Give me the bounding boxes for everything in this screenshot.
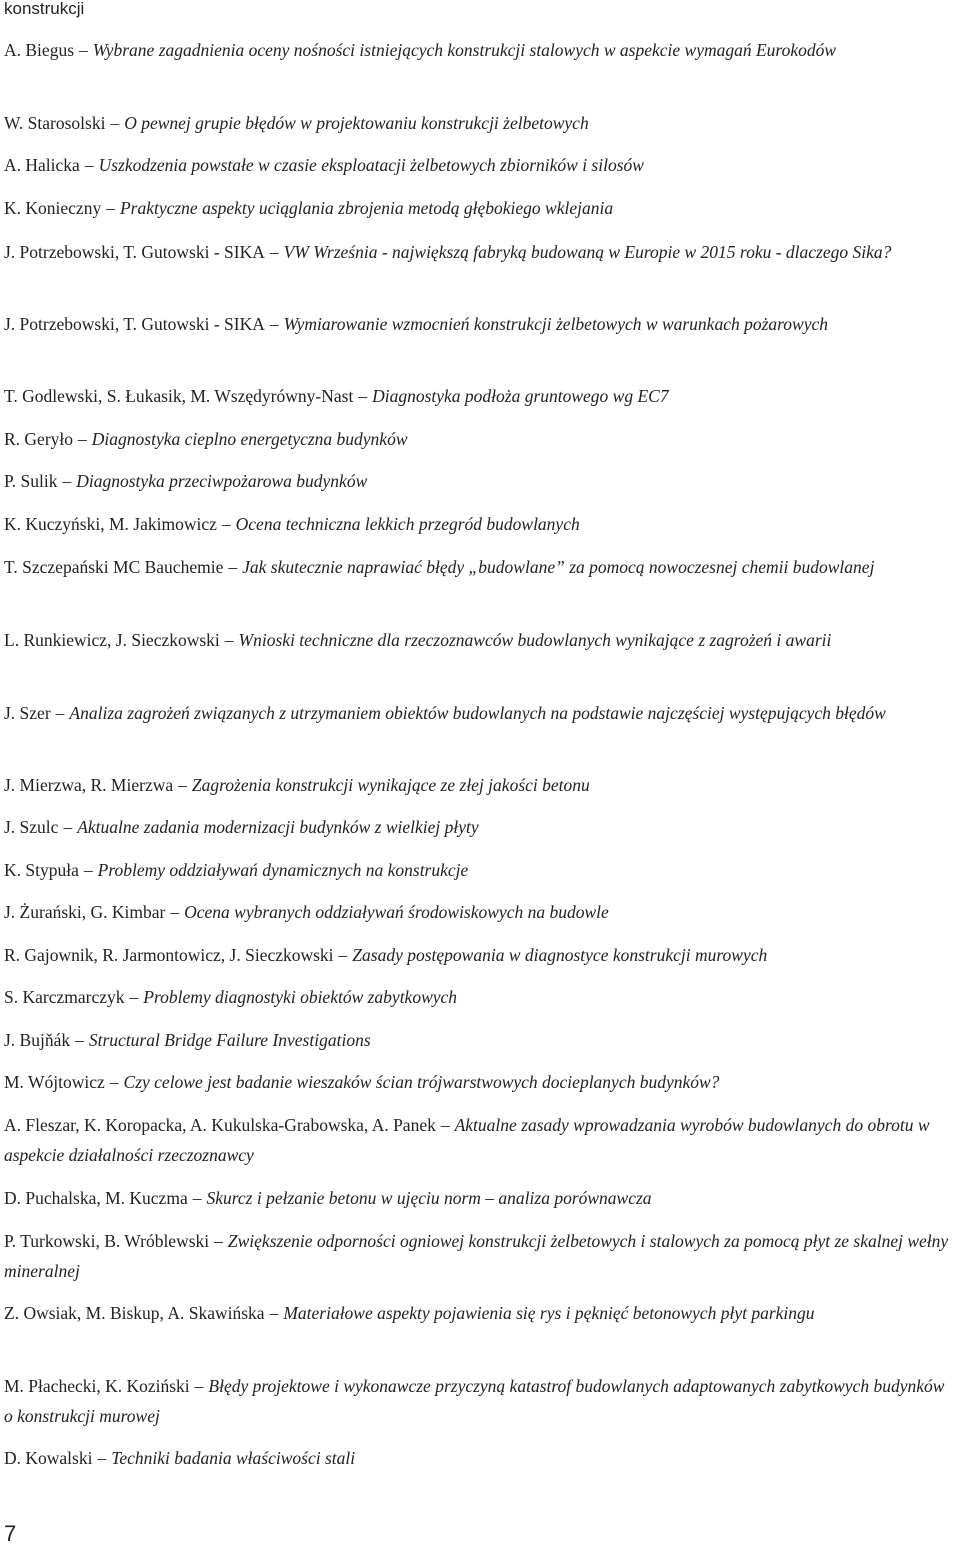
entry-separator: – xyxy=(79,40,88,60)
entry-title: Skurcz i pełzanie betonu w ujęciu norm – analiza porównawcza xyxy=(206,1188,652,1208)
entry-separator: – xyxy=(228,557,238,577)
list-item xyxy=(4,982,956,1012)
continued-heading: konstrukcji xyxy=(4,0,85,18)
entry-authors: P. Turkowski, B. Wróblewski xyxy=(4,1231,210,1251)
entry-title: Aktualne zasady wprowadzania wyrobów budowlanych do obrotu w aspekcie działalności rzeczoznawcy xyxy=(4,1115,930,1165)
entry-title: Diagnostyka podłoża gruntowego wg EC7 xyxy=(372,386,669,406)
entry-authors: Z. Owsiak, M. Biskup, A. Skawińska xyxy=(4,1303,265,1323)
list-item xyxy=(4,193,956,223)
list-item xyxy=(4,381,956,411)
list-item xyxy=(4,237,956,267)
list-item xyxy=(4,509,956,539)
entry-title: Problemy diagnostyki obiektów zabytkowych xyxy=(143,987,458,1007)
list-item xyxy=(4,940,956,970)
entry-authors: J. Szer xyxy=(4,703,51,723)
entry-separator: – xyxy=(192,1188,202,1208)
entry-authors: J. Mierzwa, R. Mierzwa xyxy=(4,775,174,795)
entry-separator: – xyxy=(178,775,187,795)
list-item xyxy=(4,552,956,582)
entry-authors: A. Fleszar, K. Koropacka, A. Kukulska-Grabowska, A. Panek xyxy=(4,1115,436,1135)
entry-title: Diagnostyka cieplno energetyczna budynków xyxy=(91,429,408,449)
list-item xyxy=(4,1067,956,1097)
list-item xyxy=(4,108,956,138)
entry-title: Praktyczne aspekty uciąglania zbrojenia metodą głębokiego wklejania xyxy=(119,198,614,218)
entry-separator: – xyxy=(129,987,139,1007)
entry-separator: – xyxy=(55,703,65,723)
entry-title: Problemy oddziaływań dynamicznych na konstrukcje xyxy=(97,860,469,880)
entry-separator: – xyxy=(78,429,87,449)
list-item xyxy=(4,1443,956,1473)
list-item xyxy=(4,1183,956,1213)
page-number: 7 xyxy=(4,1521,17,1546)
entry-authors: A. Biegus xyxy=(4,40,74,60)
entry-title: Wnioski techniczne dla rzeczoznawców budowlanych wynikające z zagrożeń i awarii xyxy=(238,630,832,650)
list-item xyxy=(4,150,956,180)
entry-authors: M. Płachecki, K. Koziński xyxy=(4,1376,190,1396)
entry-title: Wymiarowanie wzmocnień konstrukcji żelbetowych w warunkach pożarowych xyxy=(283,314,829,334)
entry-authors: D. Kowalski xyxy=(4,1448,93,1468)
list-item xyxy=(4,770,956,800)
list-item xyxy=(4,855,956,885)
entry-separator: – xyxy=(110,113,120,133)
entry-separator: – xyxy=(83,860,93,880)
entry-title: O pewnej grupie błędów w projektowaniu konstrukcji żelbetowych xyxy=(124,113,589,133)
entry-title: Structural Bridge Failure Investigations xyxy=(88,1030,371,1050)
entry-authors: S. Karczmarczyk xyxy=(4,987,125,1007)
entry-title: Materiałowe aspekty pojawienia się rys i pęknięć betonowych płyt parkingu xyxy=(283,1303,815,1323)
entry-title: Czy celowe jest badanie wieszaków ścian trójwarstwowych docieplanych budynków? xyxy=(123,1072,720,1092)
entry-separator: – xyxy=(269,1303,279,1323)
entry-separator: – xyxy=(221,514,231,534)
list-item xyxy=(4,1226,956,1286)
entry-title: Zasady postępowania w diagnostyce konstrukcji murowych xyxy=(352,945,768,965)
entry-separator: – xyxy=(75,1030,84,1050)
entry-separator: – xyxy=(63,817,73,837)
entry-authors: L. Runkiewicz, J. Sieczkowski xyxy=(4,630,220,650)
entry-separator: – xyxy=(358,386,368,406)
entry-separator: – xyxy=(109,1072,119,1092)
list-item xyxy=(4,1025,956,1055)
entry-separator: – xyxy=(194,1376,204,1396)
entry-title: Aktualne zadania modernizacji budynków z wielkiej płyty xyxy=(77,817,479,837)
entry-separator: – xyxy=(224,630,234,650)
entry-separator: – xyxy=(170,902,180,922)
entry-title: Zagrożenia konstrukcji wynikające ze złej jakości betonu xyxy=(191,775,590,795)
entry-authors: A. Halicka xyxy=(4,155,80,175)
entry-title: Analiza zagrożeń związanych z utrzymaniem obiektów budowlanych na podstawie najczęściej występujących błędów xyxy=(69,703,886,723)
list-item xyxy=(4,35,956,65)
entry-title: VW Września - największą fabryką budowaną w Europie w 2015 roku - dlaczego Sika? xyxy=(283,242,892,262)
entry-authors: K. Stypuła xyxy=(4,860,79,880)
entry-separator: – xyxy=(269,314,279,334)
list-item xyxy=(4,466,956,496)
entry-separator: – xyxy=(62,471,72,491)
entry-authors: K. Konieczny xyxy=(4,198,102,218)
entry-authors: K. Kuczyński, M. Jakimowicz xyxy=(4,514,217,534)
entry-title: Ocena techniczna lekkich przegród budowlanych xyxy=(235,514,580,534)
entry-authors: J. Bujňák xyxy=(4,1030,71,1050)
entry-authors: W. Starosolski xyxy=(4,113,106,133)
entry-separator: – xyxy=(440,1115,450,1135)
entry-separator: – xyxy=(97,1448,107,1468)
entry-authors: T. Szczepański MC Bauchemie xyxy=(4,557,224,577)
entry-title: Wybrane zagadnienia oceny nośności istniejących konstrukcji stalowych w aspekcie wymagań Eurokodów xyxy=(92,40,837,60)
entry-authors: J. Szulc xyxy=(4,817,59,837)
list-item xyxy=(4,897,956,927)
entry-title: Diagnostyka przeciwpożarowa budynków xyxy=(76,471,368,491)
list-item xyxy=(4,1371,956,1431)
entry-authors: R. Gajownik, R. Jarmontowicz, J. Sieczkowski xyxy=(4,945,334,965)
entry-separator: – xyxy=(106,198,115,218)
entry-separator: – xyxy=(84,155,94,175)
entry-authors: R. Geryło xyxy=(4,429,74,449)
entry-authors: M. Wójtowicz xyxy=(4,1072,105,1092)
entry-title: Jak skutecznie naprawiać błędy „budowlane” za pomocą nowoczesnej chemii budowlanej xyxy=(242,557,875,577)
entry-authors: P. Sulik xyxy=(4,471,58,491)
entry-separator: – xyxy=(214,1231,223,1251)
entry-title: Ocena wybranych oddziaływań środowiskowych na budowle xyxy=(184,902,609,922)
entry-separator: – xyxy=(269,242,279,262)
entry-authors: J. Potrzebowski, T. Gutowski - SIKA xyxy=(4,314,265,334)
entry-title: Uszkodzenia powstałe w czasie eksploatacji żelbetowych zbiorników i silosów xyxy=(98,155,644,175)
entry-separator: – xyxy=(338,945,348,965)
entry-authors: J. Żurański, G. Kimbar xyxy=(4,902,166,922)
entry-authors: J. Potrzebowski, T. Gutowski - SIKA xyxy=(4,242,265,262)
entry-title: Błędy projektowe i wykonawcze przyczyną katastrof budowlanych adaptowanych zabytkowych budynków o konstrukcji murowej xyxy=(4,1376,945,1426)
list-item xyxy=(4,1298,956,1328)
list-item xyxy=(4,698,956,728)
list-item xyxy=(4,309,956,339)
list-item xyxy=(4,1110,956,1170)
entry-authors: T. Godlewski, S. Łukasik, M. Wszędyrówny-Nast xyxy=(4,386,354,406)
entry-title: Techniki badania właściwości stali xyxy=(111,1448,356,1468)
list-item xyxy=(4,812,956,842)
entry-title: Zwiększenie odporności ogniowej konstrukcji żelbetowych i stalowych za pomocą płyt ze skalnej wełny mineralnej xyxy=(4,1231,949,1281)
list-item xyxy=(4,625,956,655)
entry-authors: D. Puchalska, M. Kuczma xyxy=(4,1188,188,1208)
list-item xyxy=(4,424,956,454)
